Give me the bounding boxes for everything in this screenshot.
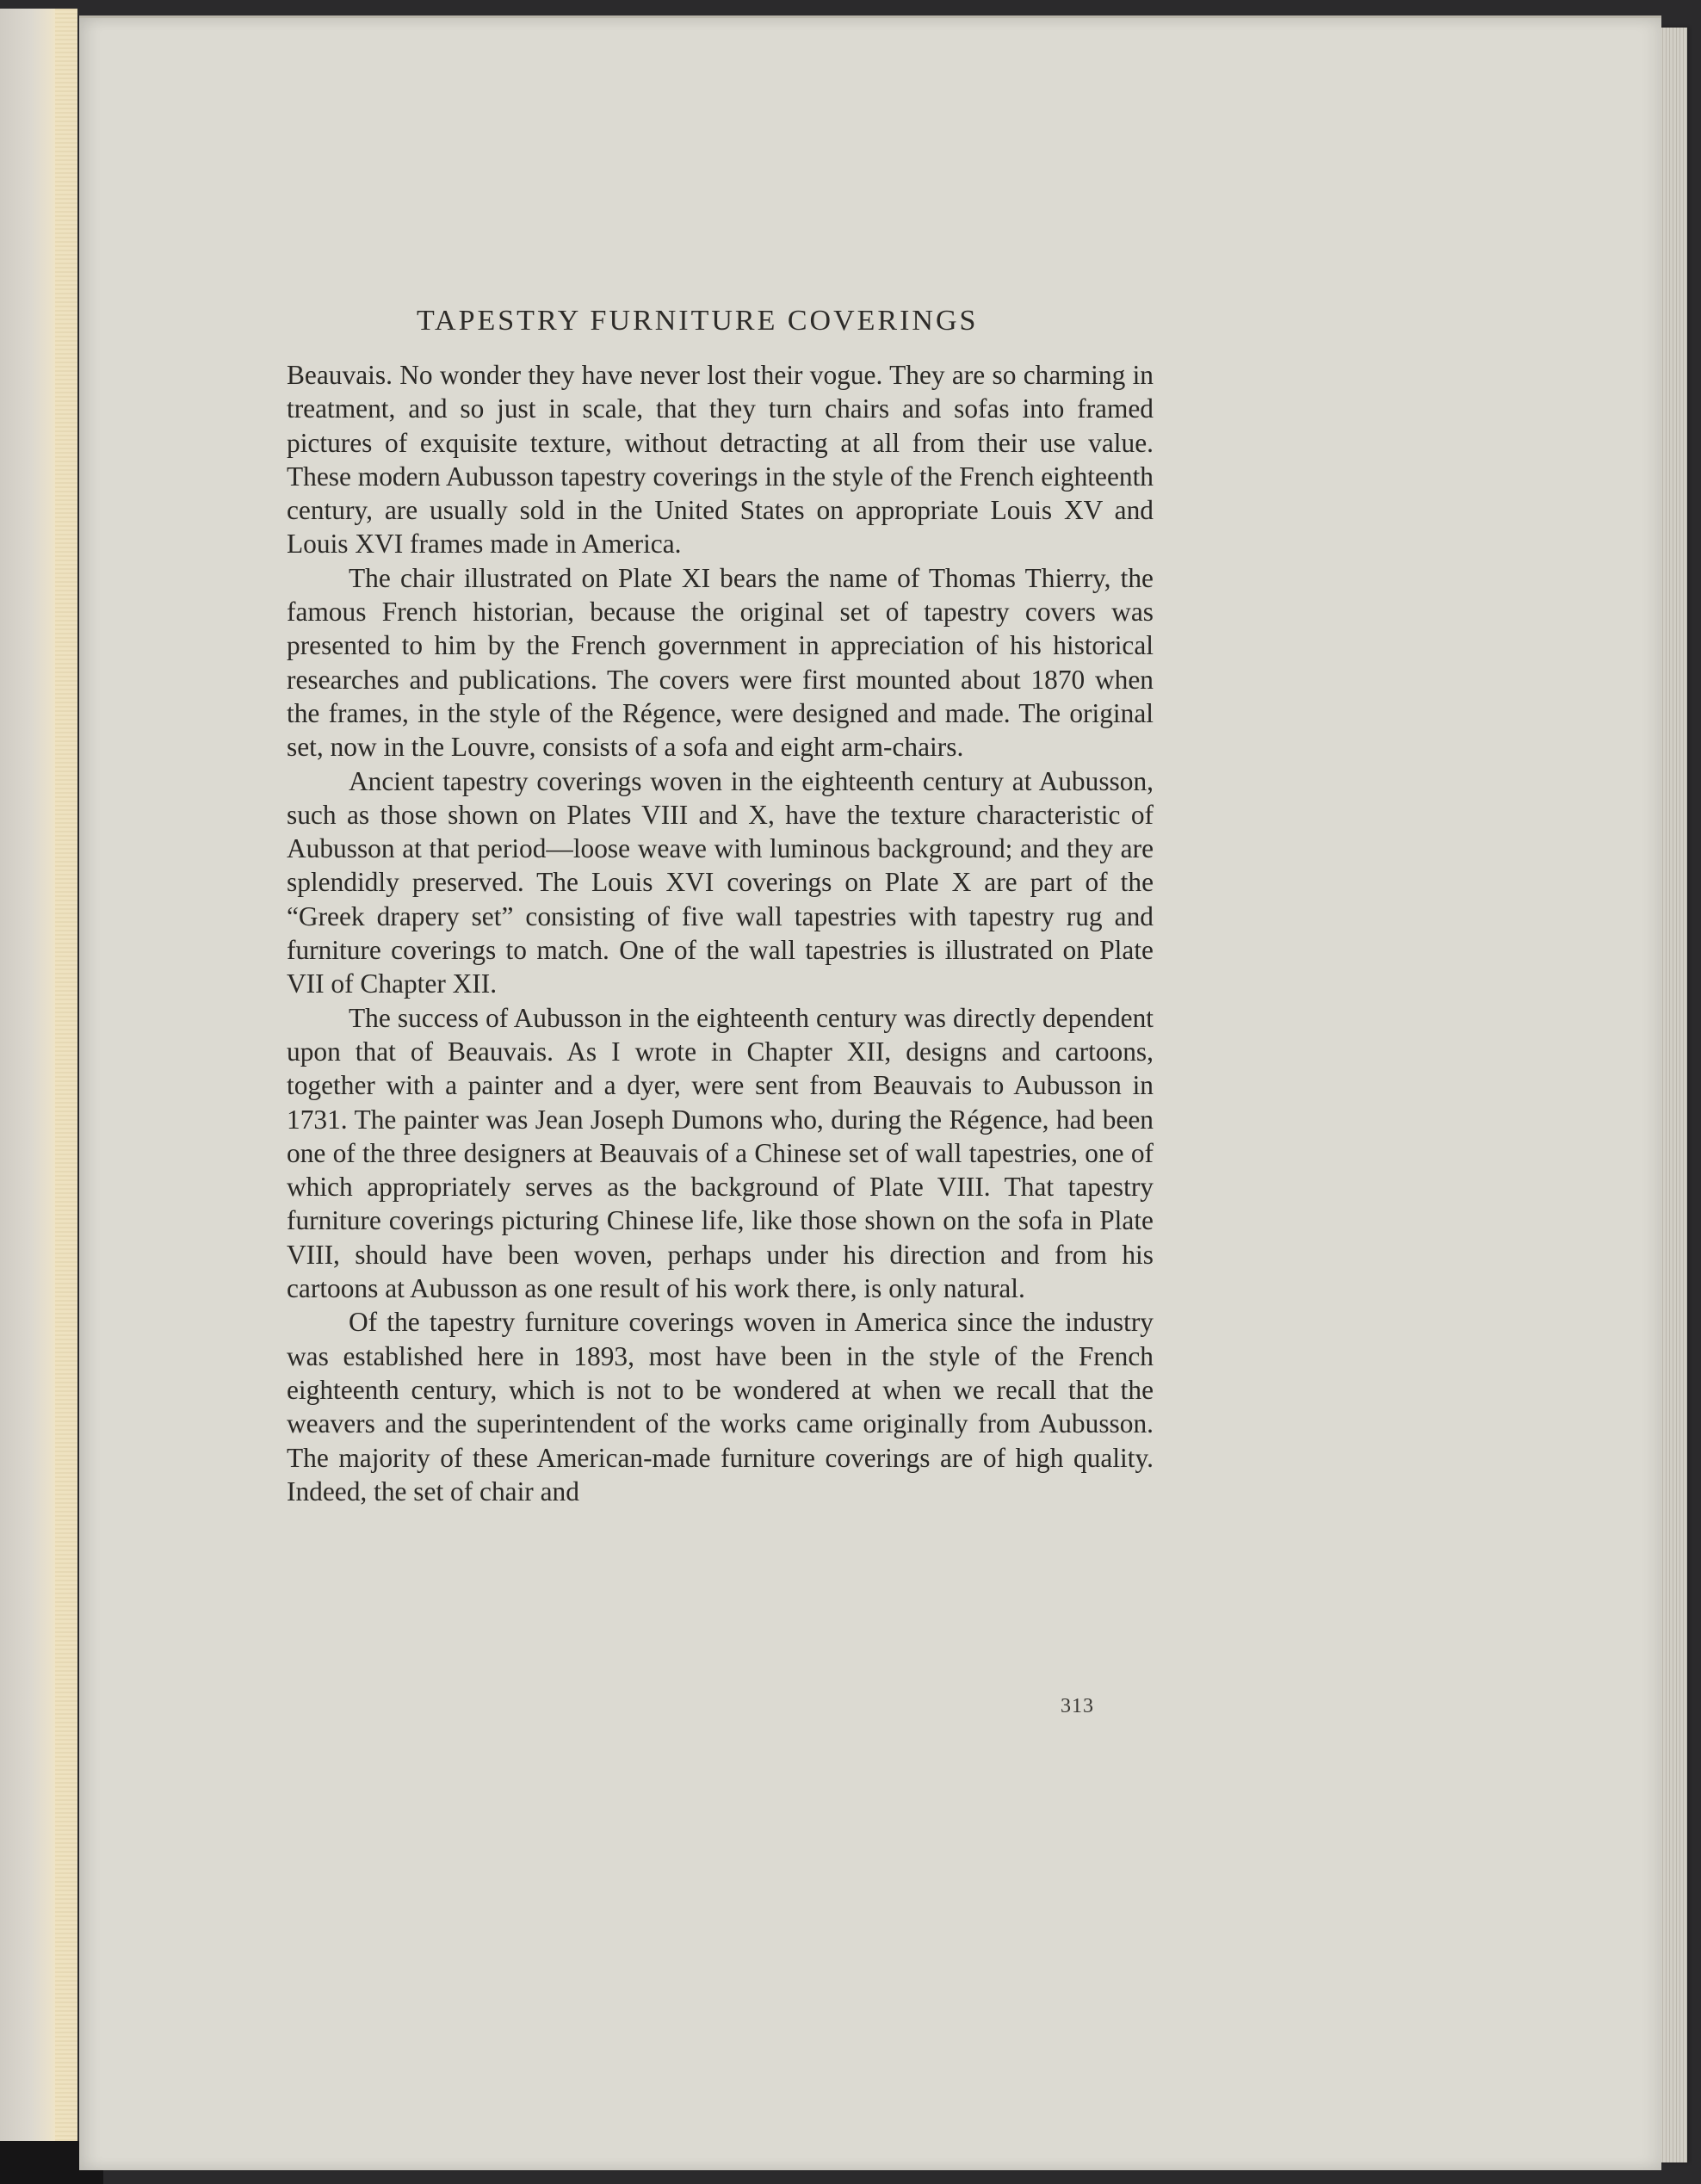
previous-page-edge (0, 9, 77, 2161)
page-number: 313 (1061, 1695, 1094, 1717)
paragraph: The chair illustrated on Plate XI bears the name of Thomas Thierry, the famous French historian, because the original set of tapestry covers was presented to him by the French government in appreciation of his historical researches and publications. The covers were first mounted about 1870 when the frames, in the style of the Régence, were designed and made. The original set, now in the Louvre, consists of a sofa and eight arm-chairs. (287, 562, 1154, 763)
paragraph: The success of Aubusson in the eighteenth century was directly dependent upon that of Beauvais. As I wrote in Chapter XII, designs and cartoons, together with a painter and a dyer, were sent from Beauvais to Aubusson in 1731. The painter was Jean Joseph Dumons who, during the Régence, had been one of the three designers at Beauvais of a Chinese set of wall tapestries, one of which appropriately serves as the background of Plate VIII. That tapestry furniture coverings picturing Chinese life, like those shown on the sofa in Plate VIII, should have been woven, perhaps under his direction and from his cartoons at Aubusson as one result of his work there, is only natural. (287, 1002, 1154, 1304)
running-head: TAPESTRY FURNITURE COVERINGS (417, 305, 979, 337)
paragraph: Beauvais. No wonder they have never lost their vogue. They are so charming in treatment, and so just in scale, that they turn chairs and sofas into framed pictures of exquisite texture, without detracting at all from their use value. These modern Aubusson tapestry coverings in the style of the French eighteenth century, are usually sold in the United States on appropriate Louis XV and Louis XVI frames made in America. (287, 360, 1154, 560)
paragraph: Of the tapestry furniture coverings woven in America since the industry was established here in 1893, most have been in the style of the French eighteenth century, which is not to be wondered at when we recall that the weavers and the superintendent of the works came originally from Aubusson. The majority of these American-made furniture coverings are of high quality. Indeed, the set of chair and (287, 1307, 1154, 1507)
body-text (287, 358, 1154, 1508)
binding-strip (55, 9, 77, 2161)
paragraph: Ancient tapestry coverings woven in the eighteenth century at Aubusson, such as those shown on Plates VIII and X, have the texture characteristic of Aubusson at that period—loose weave with luminous background; and they are splendidly preserved. The Louis XVI coverings on Plate X are part of the “Greek drapery set” consisting of five wall tapestries with tapestry rug and furniture coverings to match. One of the wall tapestries is illustrated on Plate VII of Chapter XII. (287, 765, 1154, 999)
